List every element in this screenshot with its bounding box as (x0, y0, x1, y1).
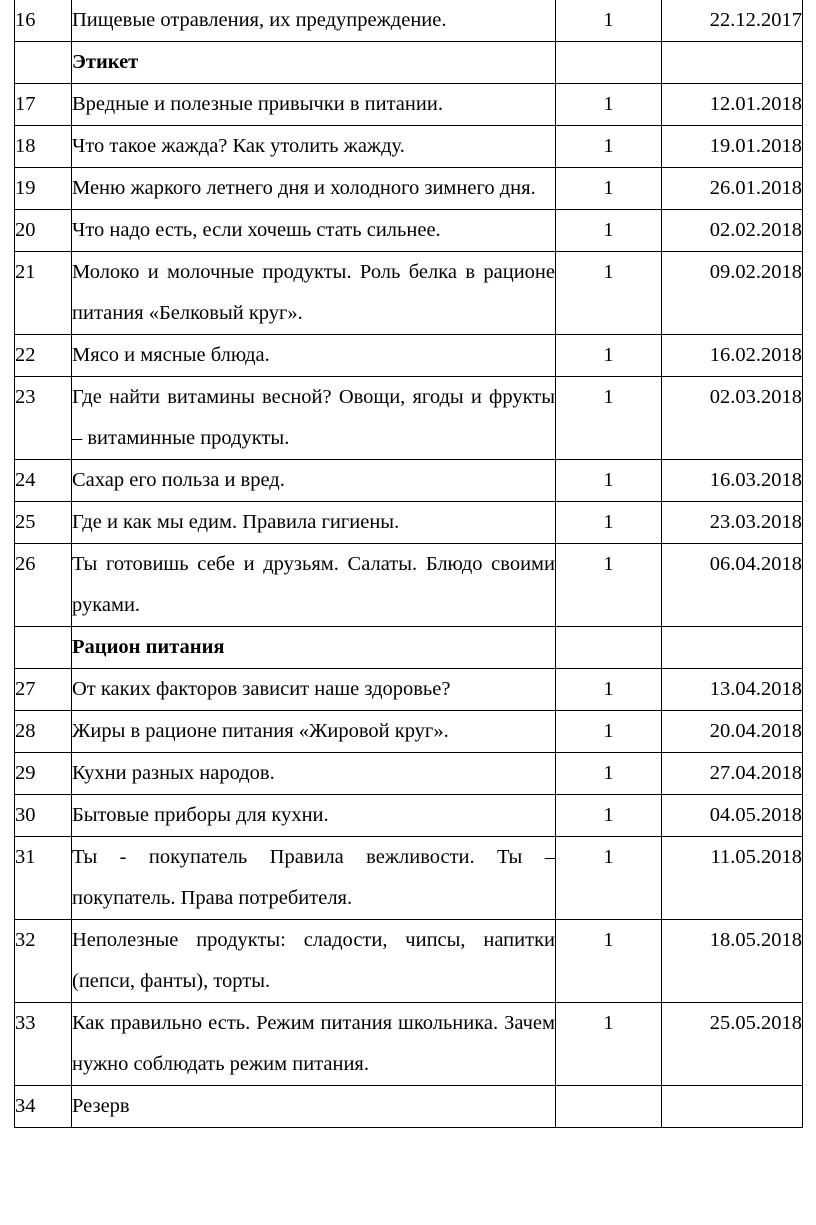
lesson-topic: Сахар его польза и вред. (72, 460, 556, 502)
lesson-number: 27 (15, 669, 72, 711)
lesson-topic: Как правильно есть. Режим питания школьника. Зачем нужно соблюдать режим питания. (72, 1003, 556, 1086)
lesson-date: 12.01.2018 (662, 84, 803, 126)
lesson-hours: 1 (556, 460, 662, 502)
lesson-number: 29 (15, 753, 72, 795)
lesson-topic: Кухни разных народов. (72, 753, 556, 795)
lesson-topic: Ты - покупатель Правила вежливости. Ты – покупатель. Права потребителя. (72, 837, 556, 920)
lesson-number: 28 (15, 711, 72, 753)
lesson-hours: 1 (556, 0, 662, 42)
lesson-topic: Неполезные продукты: сладости, чипсы, напитки (пепси, фанты), торты. (72, 920, 556, 1003)
table-row (15, 669, 803, 711)
lesson-hours: 1 (556, 711, 662, 753)
lesson-hours: 1 (556, 1003, 662, 1086)
lesson-hours: 1 (556, 335, 662, 377)
schedule-body (15, 0, 803, 1128)
table-row (15, 920, 803, 1003)
table-row (15, 168, 803, 210)
lesson-number: 16 (15, 0, 72, 42)
lesson-date: 06.04.2018 (662, 544, 803, 627)
lesson-date: 19.01.2018 (662, 126, 803, 168)
lesson-topic: Где и как мы едим. Правила гигиены. (72, 502, 556, 544)
lesson-hours: 1 (556, 84, 662, 126)
lesson-number: 19 (15, 168, 72, 210)
lesson-hours: 1 (556, 126, 662, 168)
lesson-schedule-table (14, 0, 803, 1128)
lesson-number: 18 (15, 126, 72, 168)
lesson-topic: Вредные и полезные привычки в питании. (72, 84, 556, 126)
lesson-date (662, 1086, 803, 1128)
lesson-date: 04.05.2018 (662, 795, 803, 837)
lesson-date: 22.12.2017 (662, 0, 803, 42)
lesson-topic: Бытовые приборы для кухни. (72, 795, 556, 837)
lesson-date: 20.04.2018 (662, 711, 803, 753)
lesson-topic: Резерв (72, 1086, 556, 1128)
lesson-date: 16.03.2018 (662, 460, 803, 502)
lesson-topic: Жиры в рационе питания «Жировой круг». (72, 711, 556, 753)
lesson-number: 32 (15, 920, 72, 1003)
lesson-date: 02.02.2018 (662, 210, 803, 252)
lesson-date: 16.02.2018 (662, 335, 803, 377)
lesson-topic: Молоко и молочные продукты. Роль белка в рационе питания «Белковый круг». (72, 252, 556, 335)
lesson-number: 20 (15, 210, 72, 252)
lesson-number (15, 627, 72, 669)
lesson-date: 02.03.2018 (662, 377, 803, 460)
lesson-number: 24 (15, 460, 72, 502)
lesson-number: 31 (15, 837, 72, 920)
table-row (15, 84, 803, 126)
lesson-date: 18.05.2018 (662, 920, 803, 1003)
section-title: Рацион питания (72, 627, 556, 669)
lesson-hours: 1 (556, 377, 662, 460)
lesson-date: 13.04.2018 (662, 669, 803, 711)
lesson-topic: Что такое жажда? Как утолить жажду. (72, 126, 556, 168)
table-row (15, 460, 803, 502)
table-row (15, 837, 803, 920)
lesson-number: 26 (15, 544, 72, 627)
lesson-hours: 1 (556, 795, 662, 837)
lesson-hours (556, 42, 662, 84)
section-title: Этикет (72, 42, 556, 84)
lesson-hours: 1 (556, 544, 662, 627)
table-row (15, 544, 803, 627)
lesson-topic: Мясо и мясные блюда. (72, 335, 556, 377)
section-row (15, 627, 803, 669)
lesson-number: 21 (15, 252, 72, 335)
lesson-topic: От каких факторов зависит наше здоровье? (72, 669, 556, 711)
section-row (15, 42, 803, 84)
lesson-topic: Меню жаркого летнего дня и холодного зимнего дня. (72, 168, 556, 210)
lesson-hours: 1 (556, 837, 662, 920)
lesson-date: 27.04.2018 (662, 753, 803, 795)
lesson-hours: 1 (556, 168, 662, 210)
lesson-number: 25 (15, 502, 72, 544)
table-row (15, 335, 803, 377)
lesson-date (662, 42, 803, 84)
table-row (15, 1003, 803, 1086)
lesson-number: 30 (15, 795, 72, 837)
lesson-date (662, 627, 803, 669)
table-row (15, 0, 803, 42)
lesson-number: 34 (15, 1086, 72, 1128)
lesson-number: 22 (15, 335, 72, 377)
lesson-topic: Где найти витамины весной? Овощи, ягоды и фрукты – витаминные продукты. (72, 377, 556, 460)
lesson-number: 17 (15, 84, 72, 126)
table-row (15, 126, 803, 168)
lesson-hours: 1 (556, 669, 662, 711)
lesson-hours: 1 (556, 753, 662, 795)
table-row (15, 795, 803, 837)
lesson-hours: 1 (556, 252, 662, 335)
table-row (15, 711, 803, 753)
lesson-date: 11.05.2018 (662, 837, 803, 920)
table-row (15, 252, 803, 335)
lesson-date: 25.05.2018 (662, 1003, 803, 1086)
lesson-hours: 1 (556, 210, 662, 252)
lesson-number: 33 (15, 1003, 72, 1086)
lesson-hours: 1 (556, 502, 662, 544)
table-row (15, 1086, 803, 1128)
lesson-topic: Что надо есть, если хочешь стать сильнее. (72, 210, 556, 252)
lesson-number: 23 (15, 377, 72, 460)
lesson-date: 09.02.2018 (662, 252, 803, 335)
lesson-topic: Пищевые отравления, их предупреждение. (72, 0, 556, 42)
lesson-number (15, 42, 72, 84)
lesson-date: 23.03.2018 (662, 502, 803, 544)
table-row (15, 502, 803, 544)
lesson-topic: Ты готовишь себе и друзьям. Салаты. Блюдо своими руками. (72, 544, 556, 627)
table-row (15, 377, 803, 460)
lesson-hours (556, 1086, 662, 1128)
lesson-date: 26.01.2018 (662, 168, 803, 210)
lesson-hours (556, 627, 662, 669)
lesson-hours: 1 (556, 920, 662, 1003)
table-row (15, 753, 803, 795)
table-row (15, 210, 803, 252)
